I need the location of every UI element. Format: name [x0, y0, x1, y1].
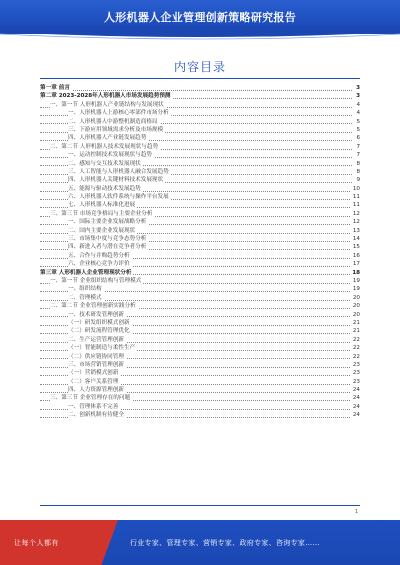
toc-entry-text: 二、生产运营管理创新: [68, 336, 124, 343]
toc-entry-text: 四、人形机器人关键材料技术发展现状: [68, 177, 164, 184]
toc-entry-text: 一、国际主要企业发展战略分析: [68, 219, 147, 226]
toc-entry-page: 8: [356, 168, 360, 175]
toc-entry-text: 一、人形机器人上游核心零部件市场分析: [68, 110, 169, 117]
toc-entry-text: 一、技术研发管理创新: [68, 311, 124, 318]
toc-entry[interactable]: [40, 311, 360, 319]
toc-top-divider: [40, 78, 360, 79]
toc-entry-text: 三、第三节 企业管理存在的问题: [50, 395, 131, 402]
toc-title: 内容目录: [173, 60, 226, 74]
toc-entry[interactable]: [40, 143, 360, 151]
toc-entry-text: 三、第三节 市场竞争格局与主要企业分析: [50, 210, 153, 217]
toc-entry-text: 一、第一节 人形机器人产业链结构与发展现状: [50, 101, 164, 108]
toc-entry[interactable]: [40, 168, 360, 176]
toc-entry[interactable]: [40, 218, 360, 226]
toc-entry[interactable]: [40, 394, 360, 402]
toc-entry-page: 23: [352, 370, 360, 377]
toc-entry-text: 二、管理模式: [68, 294, 102, 301]
toc-entry-text: 一、运动控制技术发展现状与趋势: [68, 152, 152, 159]
toc-entry[interactable]: [40, 319, 360, 327]
toc-entry[interactable]: [40, 252, 360, 260]
report-title: 人形机器人企业管理创新策略研究报告: [103, 11, 297, 24]
toc-entry[interactable]: [40, 185, 360, 193]
toc-entry[interactable]: [40, 243, 360, 251]
header-wave-decoration: [0, 26, 400, 40]
toc-entry[interactable]: [40, 235, 360, 243]
toc-entry-page: 5: [356, 118, 360, 125]
toc-entry[interactable]: [40, 411, 360, 419]
toc-entry-text: 二、人形机器人中游整机制造商格局: [68, 118, 158, 125]
toc-entry[interactable]: [40, 193, 360, 201]
toc-entry-text: （一）智能制造与柔性生产: [68, 345, 136, 352]
toc-entry-text: 六、人形机器人软件系统与操作平台发展: [68, 194, 169, 201]
toc-entry[interactable]: [40, 126, 360, 134]
toc-entry-text: 一、第一节 企业组织结构与管理模式: [50, 277, 142, 284]
toc-entry-page: 12: [352, 210, 360, 217]
toc-leader-dots: [40, 90, 352, 91]
toc-entry[interactable]: [40, 176, 360, 184]
toc-entry[interactable]: [40, 227, 360, 235]
toc-entry[interactable]: [40, 210, 360, 218]
toc-entry-text: 二、创新机制有待健全: [68, 412, 124, 419]
toc-entry-page: 3: [356, 93, 360, 100]
toc-entry-page: 7: [356, 152, 360, 159]
toc-entry-page: 17: [352, 261, 360, 268]
toc-entry-page: 13: [352, 227, 360, 234]
toc-entry-page: 20: [352, 303, 360, 310]
toc-entry-text: 七、人形机器人标准化进展: [68, 202, 136, 209]
toc-entry-text: 一、组织结构: [68, 286, 102, 293]
toc-entry-page: 23: [352, 378, 360, 385]
toc-entry-page: 16: [352, 252, 360, 259]
toc-entry-page: 5: [356, 126, 360, 133]
toc-entry[interactable]: [40, 92, 360, 100]
toc-entry[interactable]: [40, 277, 360, 285]
toc-entry-page: 24: [352, 403, 360, 410]
toc-entry-page: 22: [352, 345, 360, 352]
toc-entry-page: 8: [356, 160, 360, 167]
toc-entry[interactable]: [40, 118, 360, 126]
toc-entry-page: 11: [352, 194, 360, 201]
toc-entry-page: 18: [352, 269, 360, 276]
toc-entry[interactable]: [40, 344, 360, 352]
toc-entry[interactable]: [40, 201, 360, 209]
toc-entry-text: 五、合作与并购趋势分析: [68, 252, 130, 259]
toc-entry[interactable]: [40, 260, 360, 268]
toc-entry-page: 21: [352, 328, 360, 335]
toc-entry[interactable]: [40, 302, 360, 310]
table-of-contents: [40, 84, 360, 420]
toc-entry-page: 4: [356, 101, 360, 108]
toc-entry-text: （一）研发组织模式创新: [68, 319, 130, 326]
toc-entry-page: 20: [352, 294, 360, 301]
toc-entry[interactable]: [40, 336, 360, 344]
toc-entry-page: 7: [356, 143, 360, 150]
toc-entry-page: 19: [352, 286, 360, 293]
toc-entry-page: 4: [356, 110, 360, 117]
toc-entry[interactable]: [40, 361, 360, 369]
toc-entry-text: 五、能源与驱动技术发展趋势: [68, 185, 141, 192]
toc-entry[interactable]: [40, 294, 360, 302]
footer-experts: 行业专家、管理专家、营销专家、政府专家、咨询专家……: [130, 539, 320, 547]
toc-entry-page: 19: [352, 277, 360, 284]
toc-entry-text: 第二章 2023-2028年人形机器人市场发展趋势预测: [40, 93, 171, 100]
toc-entry-text: 三、人工智能与人形机器人融合发展趋势: [68, 168, 169, 175]
toc-entry-text: 四、新进入者与潜在竞争者分析: [68, 244, 147, 251]
toc-entry-page: 12: [352, 219, 360, 226]
toc-entry-page: 10: [352, 185, 360, 192]
toc-entry-text: 六、企业核心竞争力评价: [68, 261, 130, 268]
toc-entry[interactable]: [40, 101, 360, 109]
toc-entry-page: 3: [356, 85, 360, 91]
toc-entry-page: 6: [356, 135, 360, 142]
page-number: 1: [354, 509, 358, 515]
toc-entry[interactable]: [40, 134, 360, 142]
toc-entry-page: 20: [352, 311, 360, 318]
toc-entry-page: 22: [352, 336, 360, 343]
toc-entry[interactable]: [40, 285, 360, 293]
toc-entry-text: 一、管理体系不完善: [68, 403, 119, 410]
toc-entry[interactable]: [40, 327, 360, 335]
toc-entry-text: （一）营销模式创新: [68, 370, 119, 377]
toc-entry-text: （二）供应链协同管理: [68, 353, 124, 360]
toc-entry-page: 21: [352, 319, 360, 326]
toc-entry-page: 14: [352, 236, 360, 243]
toc-entry-page: 24: [352, 387, 360, 394]
toc-entry[interactable]: [40, 353, 360, 361]
toc-entry-text: （二）客户关系管理: [68, 378, 119, 385]
toc-entry-text: 二、第二节 人形机器人技术发展现状与趋势: [50, 143, 159, 150]
toc-entry-page: 9: [356, 177, 360, 184]
toc-entry[interactable]: [40, 378, 360, 386]
toc-entry-page: 15: [352, 244, 360, 251]
toc-entry[interactable]: [40, 269, 360, 277]
toc-entry-text: 三、市场集中度与竞争态势分析: [68, 236, 147, 243]
toc-entry[interactable]: [40, 151, 360, 159]
toc-entry-page: 11: [352, 202, 360, 209]
toc-entry-text: 四、人形机器人产业链发展趋势: [68, 135, 147, 142]
toc-entry-page: 22: [352, 353, 360, 360]
toc-bottom-divider: [40, 505, 360, 506]
toc-entry-page: 23: [352, 361, 360, 368]
toc-entry-text: 二、第二节 企业管理创新实践分析: [50, 303, 136, 310]
toc-entry-text: 三、下游应用领域需求分析及市场规模: [68, 126, 164, 133]
toc-entry-text: 第三章 人形机器人企业管理现状分析: [40, 269, 132, 276]
toc-entry-page: 24: [352, 395, 360, 402]
toc-entry[interactable]: [40, 369, 360, 377]
toc-entry-text: 二、感知与交互技术发展现状: [68, 160, 141, 167]
footer-slogan: 让每个人都有: [14, 539, 59, 547]
toc-entry-text: 三、市场营销管理创新: [68, 361, 124, 368]
toc-entry-text: 四、人力资源管理创新: [68, 387, 124, 394]
toc-entry-text: （二）研发流程管理优化: [68, 328, 130, 335]
toc-entry[interactable]: [40, 386, 360, 394]
toc-entry[interactable]: [40, 84, 360, 92]
toc-entry[interactable]: [40, 160, 360, 168]
toc-entry-text: 第一章 前言: [40, 85, 70, 91]
toc-entry[interactable]: [40, 109, 360, 117]
toc-entry-page: 24: [352, 412, 360, 419]
toc-entry[interactable]: [40, 403, 360, 411]
toc-entry-text: 二、国内主要企业发展现状: [68, 227, 136, 234]
